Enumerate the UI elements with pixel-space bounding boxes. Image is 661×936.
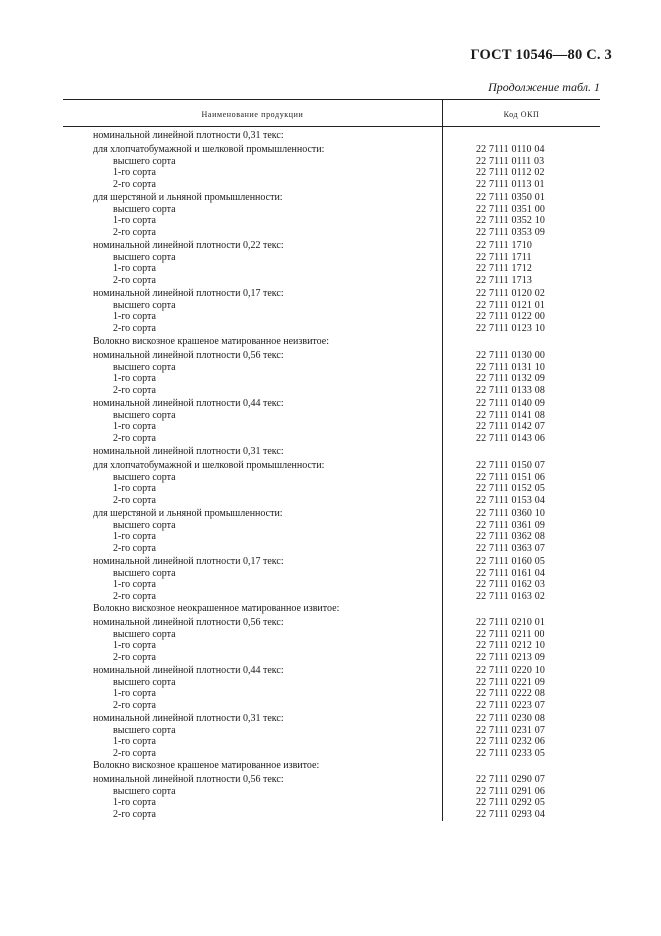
product-name-cell: 2-го сорта bbox=[113, 651, 156, 663]
okp-code-cell: 22 7111 1712 bbox=[476, 263, 533, 274]
okp-code-cell: 22 7111 0113 01 bbox=[476, 178, 545, 190]
table-row bbox=[63, 130, 600, 142]
table-row bbox=[63, 323, 600, 335]
table-row bbox=[63, 603, 600, 615]
product-name-cell: номинальной линейной плотности 0,17 текс: bbox=[93, 556, 284, 567]
table-header-rule bbox=[63, 126, 600, 127]
product-name-cell: номинальной линейной плотности 0,44 текс: bbox=[93, 665, 284, 676]
table-row bbox=[63, 433, 600, 445]
product-name-cell: 1-го сорта bbox=[113, 311, 156, 322]
table-row bbox=[63, 677, 600, 689]
okp-code-cell: 22 7111 0211 00 bbox=[476, 628, 545, 640]
okp-code-cell: 22 7111 0290 07 bbox=[476, 774, 546, 785]
product-name-cell: высшего сорта bbox=[113, 155, 176, 167]
page-header-title: ГОСТ 10546—80 С. 3 bbox=[470, 47, 612, 63]
table-row bbox=[63, 204, 600, 216]
product-name-cell: 1-го сорта bbox=[113, 531, 156, 542]
table-row bbox=[63, 809, 600, 821]
product-name-cell: 2-го сорта bbox=[113, 178, 156, 190]
product-name-cell: 1-го сорта bbox=[113, 373, 156, 384]
table-row bbox=[63, 144, 600, 156]
okp-code-cell: 22 7111 1713 bbox=[476, 274, 533, 286]
table-row bbox=[63, 797, 600, 809]
okp-code-cell: 22 7111 0213 09 bbox=[476, 651, 546, 663]
okp-code-cell: 22 7111 1711 bbox=[476, 251, 532, 263]
table-row bbox=[63, 300, 600, 312]
okp-code-cell: 22 7111 0160 05 bbox=[476, 556, 546, 567]
column-header-okp-code: Код ОКП bbox=[503, 110, 540, 119]
product-name-cell: для шерстяной и льняной промышленности: bbox=[93, 508, 283, 519]
table-row bbox=[63, 350, 600, 362]
table-row bbox=[63, 252, 600, 264]
okp-code-cell: 22 7111 0230 08 bbox=[476, 713, 546, 724]
product-name-cell: 2-го сорта bbox=[113, 590, 156, 602]
table-row bbox=[63, 713, 600, 725]
product-name-cell: 2-го сорта bbox=[113, 747, 156, 759]
product-name-cell: 2-го сорта bbox=[113, 699, 156, 711]
okp-code-cell: 22 7111 0360 10 bbox=[476, 508, 546, 519]
okp-code-cell: 22 7111 0220 10 bbox=[476, 665, 546, 676]
product-name-cell: номинальной линейной плотности 0,56 текс: bbox=[93, 350, 284, 361]
product-name-cell: 1-го сорта bbox=[113, 421, 156, 432]
okp-code-cell: 22 7111 0353 09 bbox=[476, 226, 546, 238]
product-name-cell: высшего сорта bbox=[113, 676, 176, 688]
product-name-cell: 1-го сорта bbox=[113, 797, 156, 808]
table-row bbox=[63, 240, 600, 252]
okp-code-cell: 22 7111 0150 07 bbox=[476, 460, 546, 471]
table-row bbox=[63, 652, 600, 664]
table-row bbox=[63, 617, 600, 629]
table-row bbox=[63, 760, 600, 772]
table-row bbox=[63, 591, 600, 603]
table-row bbox=[63, 579, 600, 591]
table-row bbox=[63, 774, 600, 786]
product-name-cell: высшего сорта bbox=[113, 519, 176, 531]
okp-code-cell: 22 7111 0212 10 bbox=[476, 640, 546, 651]
table-row bbox=[63, 629, 600, 641]
product-name-cell: номинальной линейной плотности 0,31 текс: bbox=[93, 130, 284, 141]
product-name-cell: высшего сорта bbox=[113, 361, 176, 373]
product-name-cell: 2-го сорта bbox=[113, 322, 156, 334]
table-row bbox=[63, 495, 600, 507]
okp-code-cell: 22 7111 0133 08 bbox=[476, 384, 546, 396]
table-top-rule bbox=[63, 99, 600, 100]
okp-code-cell: 22 7111 0111 03 bbox=[476, 155, 545, 167]
okp-code-cell: 22 7111 0152 05 bbox=[476, 483, 546, 494]
column-header-product-name: Наименование продукции bbox=[201, 110, 304, 119]
table-row bbox=[63, 215, 600, 227]
table-row bbox=[63, 156, 600, 168]
okp-code-cell: 22 7111 0122 00 bbox=[476, 311, 546, 322]
table-row bbox=[63, 508, 600, 520]
product-name-cell: высшего сорта bbox=[113, 724, 176, 736]
product-name-cell: номинальной линейной плотности 0,31 текс: bbox=[93, 446, 284, 457]
product-name-cell: Волокно вискозное крашеное матированное извитое: bbox=[93, 760, 320, 771]
table-row bbox=[63, 640, 600, 652]
product-name-cell: высшего сорта bbox=[113, 567, 176, 579]
product-name-cell: номинальной линейной плотности 0,44 текс: bbox=[93, 398, 284, 409]
product-name-cell: высшего сорта bbox=[113, 299, 176, 311]
product-name-cell: для хлопчатобумажной и шелковой промышленности: bbox=[93, 460, 325, 471]
table-row bbox=[63, 483, 600, 495]
table-row bbox=[63, 520, 600, 532]
table-row bbox=[63, 446, 600, 458]
product-name-cell: высшего сорта bbox=[113, 203, 176, 215]
table-row bbox=[63, 786, 600, 798]
table-continuation-label: Продолжение табл. 1 bbox=[488, 80, 600, 94]
table-row bbox=[63, 700, 600, 712]
okp-code-cell: 22 7111 0130 00 bbox=[476, 350, 546, 361]
okp-code-cell: 22 7111 0162 03 bbox=[476, 579, 546, 590]
product-name-cell: номинальной линейной плотности 0,56 текс: bbox=[93, 617, 284, 628]
product-name-cell: 1-го сорта bbox=[113, 483, 156, 494]
product-name-cell: номинальной линейной плотности 0,22 текс: bbox=[93, 240, 284, 251]
okp-code-cell: 22 7111 0363 07 bbox=[476, 542, 546, 554]
product-name-cell: 2-го сорта bbox=[113, 542, 156, 554]
okp-code-cell: 22 7111 0112 02 bbox=[476, 167, 545, 178]
product-name-cell: 2-го сорта bbox=[113, 494, 156, 506]
table-row bbox=[63, 398, 600, 410]
okp-code-cell: 22 7111 0233 05 bbox=[476, 747, 546, 759]
okp-code-cell: 22 7111 0142 07 bbox=[476, 421, 546, 432]
okp-code-cell: 22 7111 0222 08 bbox=[476, 688, 546, 699]
product-code-table bbox=[63, 99, 600, 821]
okp-code-cell: 22 7111 0361 09 bbox=[476, 519, 546, 531]
product-name-cell: 2-го сорта bbox=[113, 274, 156, 286]
product-name-cell: высшего сорта bbox=[113, 785, 176, 797]
okp-code-cell: 22 7111 0110 04 bbox=[476, 144, 545, 155]
okp-code-cell: 22 7111 1710 bbox=[476, 240, 533, 251]
okp-code-cell: 22 7111 0120 02 bbox=[476, 288, 546, 299]
product-name-cell: высшего сорта bbox=[113, 471, 176, 483]
okp-code-cell: 22 7111 0291 06 bbox=[476, 785, 546, 797]
okp-code-cell: 22 7111 0352 10 bbox=[476, 215, 546, 226]
okp-code-cell: 22 7111 0143 06 bbox=[476, 432, 546, 444]
okp-code-cell: 22 7111 0292 05 bbox=[476, 797, 546, 808]
product-name-cell: 2-го сорта bbox=[113, 432, 156, 444]
okp-code-cell: 22 7111 0223 07 bbox=[476, 699, 546, 711]
okp-code-cell: 22 7111 0232 06 bbox=[476, 736, 546, 747]
product-name-cell: 1-го сорта bbox=[113, 688, 156, 699]
table-row bbox=[63, 688, 600, 700]
table-row bbox=[63, 167, 600, 179]
product-name-cell: 2-го сорта bbox=[113, 808, 156, 820]
okp-code-cell: 22 7111 0123 10 bbox=[476, 322, 546, 334]
product-name-cell: 1-го сорта bbox=[113, 215, 156, 226]
okp-code-cell: 22 7111 0293 04 bbox=[476, 808, 546, 820]
product-name-cell: высшего сорта bbox=[113, 251, 176, 263]
okp-code-cell: 22 7111 0231 07 bbox=[476, 724, 546, 736]
product-name-cell: 1-го сорта bbox=[113, 167, 156, 178]
table-row bbox=[63, 410, 600, 422]
okp-code-cell: 22 7111 0141 08 bbox=[476, 409, 546, 421]
table-row bbox=[63, 725, 600, 737]
product-name-cell: 1-го сорта bbox=[113, 736, 156, 747]
table-row bbox=[63, 556, 600, 568]
okp-code-cell: 22 7111 0350 01 bbox=[476, 192, 546, 203]
table-row bbox=[63, 263, 600, 275]
table-row bbox=[63, 336, 600, 348]
product-name-cell: высшего сорта bbox=[113, 628, 176, 640]
table-row bbox=[63, 543, 600, 555]
okp-code-cell: 22 7111 0140 09 bbox=[476, 398, 546, 409]
table-row bbox=[63, 665, 600, 677]
product-name-cell: номинальной линейной плотности 0,31 текс: bbox=[93, 713, 284, 724]
table-row bbox=[63, 192, 600, 204]
okp-code-cell: 22 7111 0121 01 bbox=[476, 299, 546, 311]
product-name-cell: 1-го сорта bbox=[113, 579, 156, 590]
table-row bbox=[63, 736, 600, 748]
okp-code-cell: 22 7111 0351 00 bbox=[476, 203, 546, 215]
product-name-cell: номинальной линейной плотности 0,17 текс: bbox=[93, 288, 284, 299]
okp-code-cell: 22 7111 0221 09 bbox=[476, 676, 546, 688]
product-name-cell: для шерстяной и льняной промышленности: bbox=[93, 192, 283, 203]
product-name-cell: 1-го сорта bbox=[113, 640, 156, 651]
okp-code-cell: 22 7111 0362 08 bbox=[476, 531, 546, 542]
table-row bbox=[63, 179, 600, 191]
okp-code-cell: 22 7111 0161 04 bbox=[476, 567, 546, 579]
table-row bbox=[63, 385, 600, 397]
product-name-cell: высшего сорта bbox=[113, 409, 176, 421]
product-name-cell: номинальной линейной плотности 0,56 текс: bbox=[93, 774, 284, 785]
product-name-cell: 2-го сорта bbox=[113, 384, 156, 396]
table-row bbox=[63, 472, 600, 484]
product-name-cell: для хлопчатобумажной и шелковой промышленности: bbox=[93, 144, 325, 155]
table-row bbox=[63, 288, 600, 300]
okp-code-cell: 22 7111 0151 06 bbox=[476, 471, 546, 483]
table-row bbox=[63, 227, 600, 239]
product-name-cell: Волокно вискозное крашеное матированное неизвитое: bbox=[93, 336, 330, 347]
okp-code-cell: 22 7111 0132 09 bbox=[476, 373, 546, 384]
product-name-cell: 2-го сорта bbox=[113, 226, 156, 238]
table-row bbox=[63, 748, 600, 760]
okp-code-cell: 22 7111 0131 10 bbox=[476, 361, 546, 373]
table-row bbox=[63, 460, 600, 472]
okp-code-cell: 22 7111 0210 01 bbox=[476, 617, 546, 628]
table-row bbox=[63, 568, 600, 580]
product-name-cell: Волокно вискозное неокрашенное матированное извитое: bbox=[93, 603, 340, 614]
table-row bbox=[63, 531, 600, 543]
product-name-cell: 1-го сорта bbox=[113, 263, 156, 274]
table-row bbox=[63, 311, 600, 323]
table-row bbox=[63, 362, 600, 374]
table-row bbox=[63, 275, 600, 287]
table-row bbox=[63, 421, 600, 433]
table-row bbox=[63, 373, 600, 385]
okp-code-cell: 22 7111 0163 02 bbox=[476, 590, 546, 602]
okp-code-cell: 22 7111 0153 04 bbox=[476, 494, 546, 506]
